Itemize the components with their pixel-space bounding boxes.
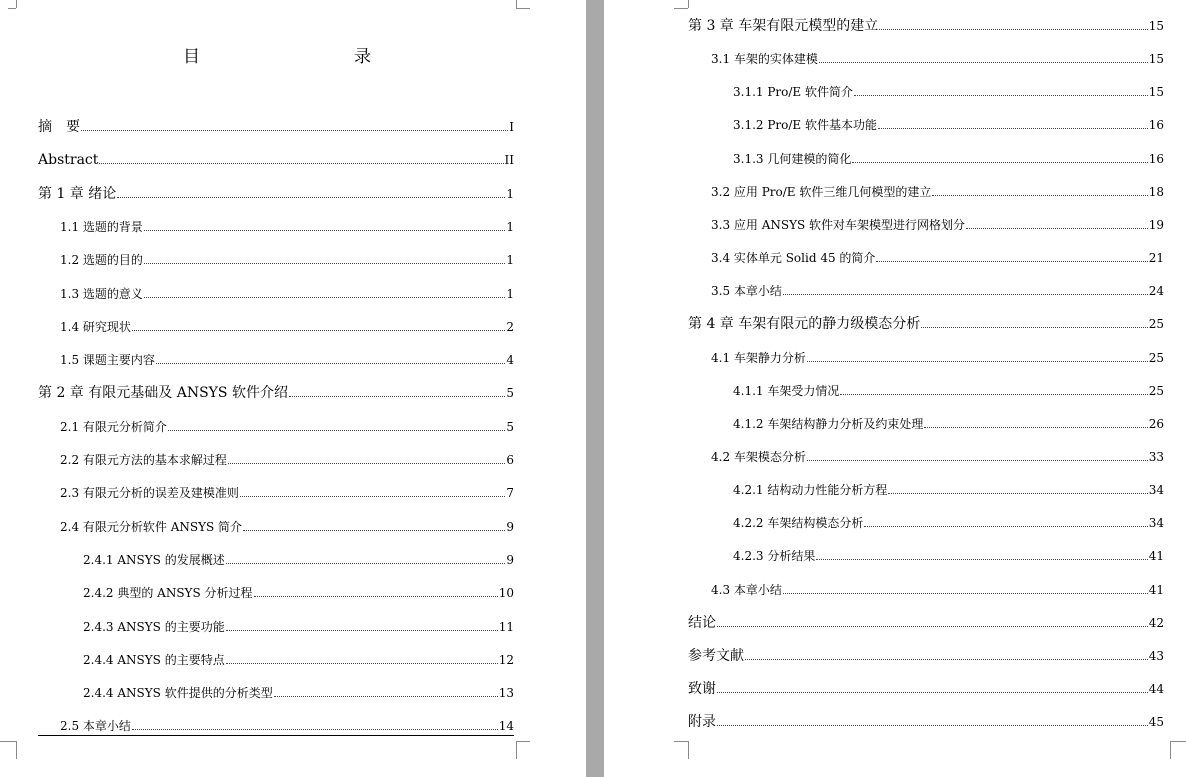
toc-entry-page-number: 33 [1148,449,1164,464]
toc-entry-page-number: 10 [498,586,514,601]
toc-entry[interactable] [688,615,1164,631]
toc-entry-page-number: 26 [1148,416,1164,431]
toc-entry-page-number: 44 [1148,682,1164,696]
toc-entry[interactable] [711,582,1164,598]
toc-entry-page-number: 1 [506,219,514,234]
toc-title: 目 录 [183,47,411,67]
toc-entry[interactable] [688,648,1164,664]
toc-entry[interactable] [83,685,514,701]
toc-entry[interactable] [60,718,514,734]
toc-entry-label: 1.4 研究现状 [60,319,131,334]
toc-entry[interactable] [60,419,514,435]
toc-entry[interactable] [60,219,514,235]
toc-entry[interactable] [711,350,1164,366]
toc-entry-label: 3.1.1 Pro/E 软件简介 [733,85,854,100]
toc-entry-page-number: 1 [506,186,514,201]
toc-entry[interactable] [733,151,1164,167]
dot-leader [168,429,505,431]
dot-leader [840,393,1147,395]
dot-leader [228,462,505,464]
toc-entry-page-number: 16 [1148,118,1164,133]
toc-entry-page-number: 21 [1148,251,1164,266]
toc-entry-page-number: 15 [1148,85,1164,100]
toc-entry[interactable] [60,352,514,368]
dot-leader [226,662,498,664]
toc-entry[interactable] [733,383,1164,399]
toc-entry-label: 4.1.2 车架结构静力分析及约束处理 [733,416,924,431]
toc-entry-page-number: 14 [498,719,514,734]
dot-leader [254,595,498,597]
crop-mark [1170,741,1186,742]
toc-entry-label: 4.2.3 分析结果 [733,549,816,564]
toc-entry-label: 第 2 章 有限元基础及 ANSYS 软件介绍 [38,385,288,402]
dot-leader [816,558,1147,560]
toc-entry-label: 4.2.2 车架结构模态分析 [733,516,864,531]
toc-entry[interactable] [733,117,1164,133]
toc-entry[interactable] [733,515,1164,531]
dot-leader [240,495,505,497]
crop-mark [16,741,17,759]
toc-entry-label: 第 4 章 车架有限元的静力级模态分析 [688,316,921,333]
dot-leader [852,161,1147,163]
toc-entry-label: 2.4.4 ANSYS 软件提供的分析类型 [83,686,273,701]
toc-entry-page-number: 5 [506,386,514,401]
dot-leader [854,94,1148,96]
dot-leader [745,658,1148,660]
toc-entry-page-number: 25 [1148,317,1164,332]
crop-mark [516,741,517,759]
toc-entry[interactable] [83,552,514,568]
toc-entry-label: 2.3 有限元分析的误差及建模准则 [60,486,239,501]
toc-entry-label: 4.2 车架模态分析 [711,449,806,464]
toc-entry-page-number: 18 [1148,184,1164,199]
dot-leader [783,592,1148,594]
toc-entry[interactable] [688,316,1164,332]
toc-entry-label: Abstract [38,152,99,169]
toc-entry[interactable] [711,217,1164,233]
toc-entry-label: 附录 [688,714,716,731]
toc-entry-label: 参考文献 [688,647,744,664]
toc-entry-label: 3.5 本章小结 [711,284,782,299]
dot-leader [807,459,1148,461]
toc-entry-page-number: 6 [506,453,514,467]
toc-entry-page-number: 19 [1148,217,1164,232]
toc-entry-page-number: 9 [506,552,514,567]
toc-entry-page-number: 25 [1148,350,1164,365]
toc-entry-label: 2.1 有限元分析简介 [60,419,167,434]
toc-entry-page-number: 15 [1148,52,1164,67]
crop-mark [1170,741,1171,759]
dot-leader [274,695,498,697]
crop-mark [516,8,530,9]
toc-entry[interactable] [60,319,514,335]
toc-entry-label: 2.5 本章小结 [60,719,131,734]
toc-entry[interactable] [38,119,514,135]
dot-leader [807,360,1148,362]
toc-entry-page-number: 11 [498,619,514,634]
toc-entry-label: 致谢 [688,681,716,697]
toc-entry[interactable] [733,548,1164,564]
crop-mark [16,0,17,8]
toc-entry-label: 1.1 选题的背景 [60,219,143,234]
toc-entry-label: 1.2 选题的目的 [60,253,143,268]
dot-leader [117,196,505,198]
dot-leader [864,525,1147,527]
dot-leader [878,127,1148,129]
toc-entry-label: 3.4 实体单元 Solid 45 的简介 [711,251,876,266]
toc-entry-label: 4.3 本章小结 [711,582,782,597]
toc-entry-page-number: 13 [498,686,514,701]
toc-entry-label: 第 3 章 车架有限元模型的建立 [688,18,879,34]
toc-entry-page-number: 5 [506,419,514,434]
dot-leader [879,28,1147,30]
toc-entry-label: 3.2 应用 Pro/E 软件三维几何模型的建立 [711,184,932,199]
toc-entry-page-number: 45 [1148,715,1164,730]
toc-entry-label: 3.1.2 Pro/E 软件基本功能 [733,118,878,133]
toc-entry[interactable] [733,482,1164,498]
toc-entry[interactable] [38,385,514,401]
dot-leader [144,262,505,264]
toc-entry-page-number: 15 [1148,19,1164,33]
crop-mark [516,0,517,8]
toc-entry-page-number: 16 [1148,151,1164,166]
dot-leader [81,129,508,131]
toc-entry[interactable] [60,286,514,302]
dot-leader [717,625,1148,627]
toc-entry-page-number: 2 [506,319,514,334]
toc-entry-label: 2.4.1 ANSYS 的发展概述 [83,552,225,567]
dot-leader [876,260,1147,262]
toc-entry[interactable] [83,619,514,635]
dot-leader [717,724,1148,726]
dot-leader [924,426,1147,428]
dot-leader [966,227,1148,229]
toc-entry[interactable] [60,485,514,501]
right-page [604,0,1186,777]
toc-entry[interactable] [711,184,1164,200]
toc-entry-label: 摘 要 [38,119,80,135]
left-page [0,0,586,777]
dot-leader [99,162,503,164]
toc-entry-label: 4.1 车架静力分析 [711,350,806,365]
toc-entry-page-number: 34 [1148,516,1164,531]
toc-entry[interactable] [688,18,1164,34]
dot-leader [156,362,505,364]
toc-entry[interactable] [60,452,514,468]
crop-mark [516,741,530,742]
toc-entry-label: 2.4 有限元分析软件 ANSYS 简介 [60,519,243,534]
dot-leader [289,395,505,397]
toc-entry-page-number: 43 [1148,648,1164,663]
toc-entry-label: 3.1.3 几何建模的简化 [733,151,852,166]
toc-entry[interactable] [83,585,514,601]
toc-entry-label: 第 1 章 绪论 [38,185,117,202]
toc-entry-label: 2.2 有限元方法的基本求解过程 [60,453,227,467]
toc-entry-page-number: 34 [1148,483,1164,498]
crop-mark [688,741,689,759]
toc-entry-page-number: 24 [1148,284,1164,299]
toc-entry-label: 2.4.2 典型的 ANSYS 分析过程 [83,586,253,601]
dot-leader [888,492,1147,494]
toc-entry-label: 3.3 应用 ANSYS 软件对车架模型进行网格划分 [711,217,966,232]
toc-entry-page-number: 9 [506,519,514,534]
toc-entry-page-number: 1 [506,286,514,301]
toc-entry-label: 1.5 课题主要内容 [60,353,155,368]
toc-entry-page-number: 7 [506,486,514,501]
toc-entry-label: 4.2.1 结构动力性能分析方程 [733,483,888,498]
dot-leader [921,326,1147,328]
dot-leader [144,229,505,231]
crop-mark [674,741,688,742]
toc-entry[interactable] [733,416,1164,432]
toc-entry[interactable] [711,250,1164,266]
toc-entry[interactable] [688,714,1164,730]
crop-mark [0,741,16,742]
toc-entry-label: 结论 [688,614,716,631]
dot-leader [132,329,505,331]
crop-mark [8,8,16,9]
dot-leader [717,691,1148,693]
toc-entry[interactable] [711,283,1164,299]
toc-entry-label: 2.4.4 ANSYS 的主要特点 [83,652,225,667]
dot-leader [932,194,1147,196]
toc-entry[interactable] [711,51,1164,67]
dot-leader [226,562,506,564]
toc-entry-page-number: 41 [1148,582,1164,597]
dot-leader [819,61,1148,63]
toc-entry-page-number: I [509,120,514,134]
toc-entry[interactable] [711,449,1164,465]
dot-leader [783,293,1148,295]
toc-entry-page-number: 4 [506,353,514,368]
toc-entry-page-number: 25 [1148,383,1164,398]
toc-entry-page-number: 41 [1148,549,1164,564]
dot-leader [243,529,505,531]
toc-entry[interactable] [60,519,514,535]
toc-entry-page-number: 12 [498,652,514,667]
toc-entry-page-number: 42 [1148,615,1164,630]
toc-entry-label: 1.3 选题的意义 [60,286,143,301]
dot-leader [226,629,498,631]
footer-rule [38,735,514,736]
dot-leader [144,296,505,298]
toc-entry[interactable] [688,681,1164,697]
toc-entry[interactable] [38,152,514,168]
crop-mark [674,8,688,9]
toc-entry-label: 4.1.1 车架受力情况 [733,383,840,398]
toc-entry-label: 3.1 车架的实体建模 [711,52,818,67]
crop-mark [688,0,689,8]
dot-leader [132,728,498,730]
toc-entry-page-number: II [504,153,514,168]
toc-entry[interactable] [38,186,514,202]
toc-entry[interactable] [83,652,514,668]
toc-entry[interactable] [60,252,514,268]
toc-entry[interactable] [733,84,1164,100]
toc-entry-page-number: 1 [506,253,514,268]
toc-entry-label: 2.4.3 ANSYS 的主要功能 [83,619,225,634]
